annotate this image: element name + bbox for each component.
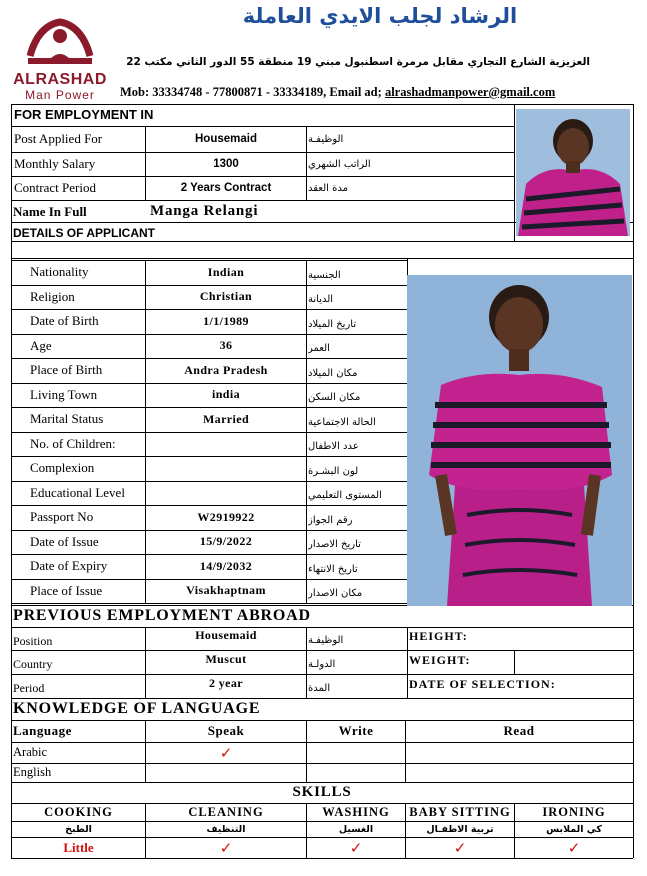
skill-level: ✓ xyxy=(453,838,467,857)
employment-arabic: مدة العقد xyxy=(308,182,348,194)
applicant-label: Educational Level xyxy=(30,484,125,500)
applicant-label: Place of Issue xyxy=(30,582,103,598)
grid-line-v xyxy=(306,126,307,200)
employment-value: 2 Years Contract xyxy=(180,182,272,194)
skill-level: ✓ xyxy=(567,838,581,857)
applicant-label: Date of Issue xyxy=(30,533,99,549)
arabic-address: العزيزية الشارع التجاري مقابل مرمرة اسطنبول مبني 19 منطقة 55 الدور الثاني مكتب 22 xyxy=(126,56,590,68)
grid-line-v xyxy=(633,104,634,858)
logo xyxy=(8,12,112,102)
previous-value: Housemaid xyxy=(195,628,257,642)
skill-header: IRONING xyxy=(542,804,606,819)
previous-section-title: PREVIOUS EMPLOYMENT ABROAD xyxy=(13,607,311,624)
applicant-value xyxy=(146,481,306,506)
applicant-arabic: العمر xyxy=(308,343,330,355)
applicant-value: india xyxy=(211,387,240,402)
previous-label: Country xyxy=(13,657,53,671)
language-header: Read xyxy=(503,723,535,738)
employment-label: Monthly Salary xyxy=(14,156,96,171)
language-write-mark xyxy=(307,763,405,782)
previous-right-label: WEIGHT: xyxy=(409,652,471,667)
employment-label: Contract Period xyxy=(14,180,96,195)
applicant-label: Passport No xyxy=(30,509,94,525)
name-value: Manga Relangi xyxy=(150,203,259,219)
applicant-arabic: الحالة الاجتماعية xyxy=(308,416,376,428)
applicant-arabic: الجنسية xyxy=(308,269,341,281)
language-name: Arabic xyxy=(13,745,48,759)
applicant-value xyxy=(146,432,306,457)
logo-emblem-icon xyxy=(8,12,112,72)
applicant-section-title: DETAILS OF APPLICANT xyxy=(13,225,155,240)
skill-arabic: تربية الاطفـال xyxy=(426,823,494,835)
arabic-title: الرشاد لجلب الايدي العاملة xyxy=(242,4,518,28)
grid-line-v xyxy=(306,260,307,603)
language-header: Speak xyxy=(207,723,245,738)
skill-level: Little xyxy=(63,839,94,855)
previous-arabic: المدة xyxy=(308,682,331,694)
applicant-arabic: رقم الجواز xyxy=(308,514,353,526)
applicant-label: Date of Expiry xyxy=(30,558,108,574)
contact-line xyxy=(120,85,635,100)
logo-name: ALRASHAD xyxy=(13,71,107,88)
applicant-value: 14/9/2032 xyxy=(199,558,253,573)
language-read-mark xyxy=(406,763,632,782)
applicant-arabic: تاريخ الانتهاء xyxy=(308,563,358,575)
applicant-arabic: الديانة xyxy=(308,294,334,306)
skill-level: ✓ xyxy=(349,838,363,857)
applicant-label: Living Town xyxy=(30,386,98,402)
skill-level: ✓ xyxy=(219,838,233,857)
skill-header: BABY SITTING xyxy=(409,804,511,819)
name-label: Name In Full xyxy=(13,203,87,219)
skill-arabic: التنظيف xyxy=(206,823,246,835)
applicant-label: Marital Status xyxy=(30,411,104,427)
employment-section-title: FOR EMPLOYMENT IN xyxy=(14,107,154,122)
applicant-arabic: مكان السكن xyxy=(308,392,361,404)
applicant-label: Date of Birth xyxy=(30,313,99,329)
applicant-label: Complexion xyxy=(30,460,95,476)
skill-header: COOKING xyxy=(44,804,113,819)
previous-label: Position xyxy=(13,633,53,648)
applicant-arabic: لون البشـرة xyxy=(308,465,359,477)
applicant-value: Indian xyxy=(207,264,245,279)
applicant-arabic: عدد الاطفال xyxy=(308,441,359,453)
contact-email[interactable]: alrashadmanpower@gmail.com xyxy=(384,85,556,99)
language-speak-mark xyxy=(146,763,306,782)
applicant-photo-small xyxy=(516,109,630,236)
applicant-arabic: مكان الميلاد xyxy=(308,367,358,379)
previous-value: Muscut xyxy=(205,651,247,666)
applicant-arabic: مكان الاصدار xyxy=(308,588,363,600)
logo-tagline: Man Power xyxy=(25,88,95,102)
applicant-value: 15/9/2022 xyxy=(199,534,253,549)
previous-value: 2 year xyxy=(208,675,244,690)
language-section-title: KNOWLEDGE OF LANGUAGE xyxy=(13,699,261,717)
previous-label: Period xyxy=(13,681,45,695)
language-write-mark xyxy=(307,742,405,763)
previous-right-label: DATE OF SELECTION: xyxy=(409,676,556,691)
applicant-photo-large xyxy=(407,275,632,606)
grid-line-v xyxy=(514,104,515,241)
applicant-arabic: المستوى التعليمي xyxy=(308,490,382,502)
applicant-value xyxy=(146,456,306,481)
applicant-arabic: تاريخ الميلاد xyxy=(308,318,357,330)
language-header: Language xyxy=(13,723,72,738)
grid-line-h xyxy=(11,258,633,259)
language-speak-mark: ✓ xyxy=(219,743,233,762)
language-read-mark xyxy=(406,742,632,763)
employment-value: Housemaid xyxy=(195,133,257,145)
skill-arabic: الغسيل xyxy=(338,823,374,835)
employment-label: Post Applied For xyxy=(14,131,103,146)
employment-arabic: الوظيفـة xyxy=(308,133,344,145)
previous-arabic: الوظيفـة xyxy=(308,635,344,646)
grid-line-v xyxy=(407,627,408,698)
applicant-value: Married xyxy=(202,411,250,426)
applicant-value: Visakhaptnam xyxy=(186,583,266,598)
skill-arabic: الطبخ xyxy=(65,823,92,835)
employment-value: 1300 xyxy=(213,158,239,170)
applicant-arabic: تاريخ الاصدار xyxy=(308,539,361,551)
language-header: Write xyxy=(338,723,374,738)
employment-arabic: الراتب الشهري xyxy=(308,158,371,170)
applicant-label: No. of Children: xyxy=(30,435,116,451)
contact-phones: Mob: 33334748 - 77800871 - 33334189, Email ad; xyxy=(120,85,385,99)
previous-arabic: الدولـة xyxy=(308,658,336,670)
applicant-label: Age xyxy=(30,337,52,353)
applicant-label: Place of Birth xyxy=(30,362,103,378)
applicant-label: Religion xyxy=(30,288,75,304)
language-name: English xyxy=(13,765,52,779)
skill-header: WASHING xyxy=(322,804,390,819)
applicant-value: 36 xyxy=(219,338,233,353)
skill-arabic: كي الملابس xyxy=(546,823,602,835)
applicant-label: Nationality xyxy=(30,264,89,280)
skill-header: CLEANING xyxy=(188,804,264,819)
applicant-value: Andra Pradesh xyxy=(184,362,268,377)
applicant-value: W2919922 xyxy=(197,509,255,524)
skills-section-title: SKILLS xyxy=(292,784,352,800)
applicant-value: 1/1/1989 xyxy=(203,313,249,328)
applicant-value: Christian xyxy=(199,289,253,304)
grid-line-v xyxy=(306,627,307,698)
grid-line-h xyxy=(11,858,633,859)
previous-right-label: HEIGHT: xyxy=(409,629,468,643)
